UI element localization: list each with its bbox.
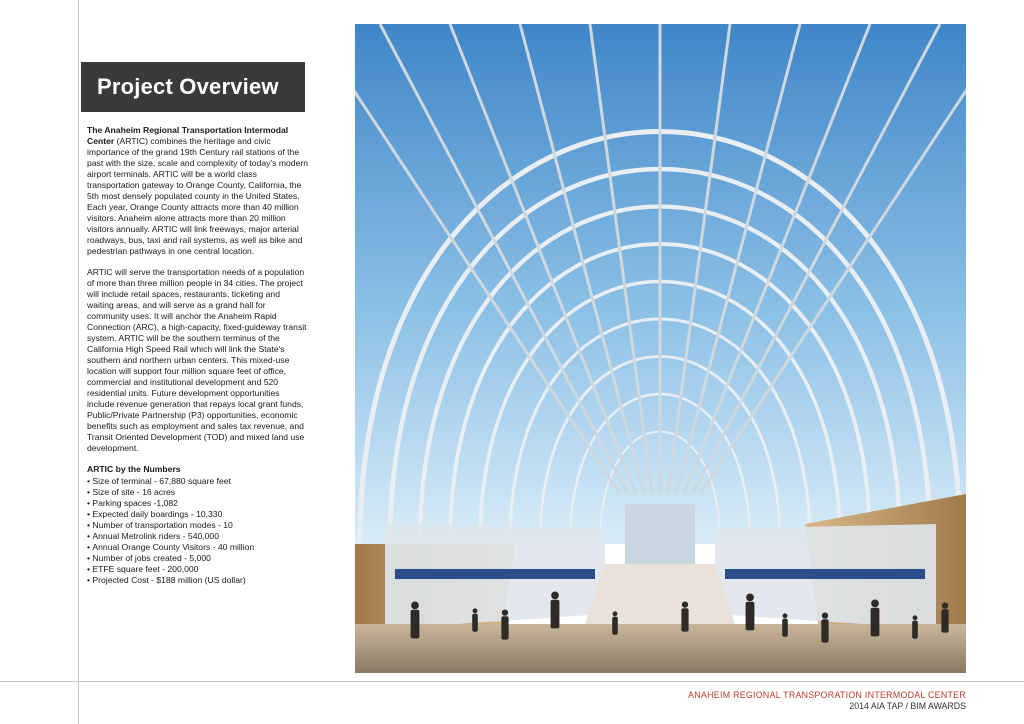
footer-project-name: ANAHEIM REGIONAL TRANSPORATION INTERMODAL CENTER [688, 690, 966, 700]
person-silhouette [941, 602, 948, 632]
vertical-rule [78, 0, 79, 724]
list-item: • Size of site - 16 acres [87, 487, 309, 498]
list-item: • Expected daily boardings - 10,330 [87, 509, 309, 520]
footer-award: 2014 AIA TAP / BIM AWARDS [849, 701, 966, 711]
person-silhouette [871, 600, 880, 637]
list-item: • Size of terminal - 67,880 square feet [87, 476, 309, 487]
person-silhouette [551, 592, 560, 629]
person-silhouette [681, 601, 688, 631]
terminal-rendering-svg [355, 24, 966, 673]
list-item: • Annual Metrolink riders - 540,000 [87, 531, 309, 542]
person-silhouette [411, 602, 420, 639]
person-silhouette [612, 611, 618, 634]
list-item: • Annual Orange County Visitors - 40 million [87, 542, 309, 553]
list-item: • ETFE square feet - 200,000 [87, 564, 309, 575]
second-paragraph: ARTIC will serve the transportation needs of a population of more than three million people in 34 cities. The project will include retail spaces, restaurants, ticketing and waiting areas, and will serve as a grand hall for community uses. It will anchor the Anaheim Rapid Connection (ARC), a high-capacity, fixed-guideway transit system. ARTIC will be the southern terminus of the California High Speed Rail which will link the State’s southern and northern urban centers. This mixed-use location will support four million square feet of office, commercial and institutional development and 520 residential units. Future development opportunities include revenue generation that repays local grant funds, Public/Private Partnership (P3) opportunities, economic benefits such as employment and sales tax revenue, and Transit Oriented Development (TOD) and mixed land use development. [87, 267, 307, 453]
intro-text: (ARTIC) combines the heritage and civic importance of the grand 19th Century rail stations of the past with the size, scale and complexity of today’s modern airport terminals. ARTIC will be a world class transportation gateway to Orange County, California, the 5th most densely populated county in the United States. Each year, Orange County attracts more than 40 million visitors. Anaheim alone attracts more than 20 million visitors annually. ARTIC will link freeways, major arterial roadways, bus, taxi and rail systems, as well as bike and pedestrian pathways in one central location. [87, 136, 309, 256]
person-silhouette [472, 608, 478, 631]
person-silhouette [821, 612, 828, 642]
terminal-rendering-image [355, 24, 966, 673]
intro-lead: The Anaheim Regional Transportation Intermodal Center [87, 125, 289, 146]
list-item: • Number of transportation modes - 10 [87, 520, 309, 531]
list-item: • Parking spaces -1,082 [87, 498, 309, 509]
list-item: • Number of jobs created - 5,000 [87, 553, 309, 564]
body-text-column [87, 125, 309, 586]
person-silhouette [501, 609, 508, 639]
page-title: Project Overview [81, 62, 305, 112]
person-silhouette [782, 613, 788, 636]
intro-paragraph [87, 125, 309, 257]
list-item: • Projected Cost - $188 million (US dollar) [87, 575, 309, 586]
person-silhouette [912, 615, 918, 638]
horizontal-rule [0, 681, 1024, 682]
footer [688, 690, 966, 712]
numbers-heading: ARTIC by the Numbers [87, 464, 181, 474]
person-silhouette [746, 594, 755, 631]
numbers-list [87, 476, 309, 586]
